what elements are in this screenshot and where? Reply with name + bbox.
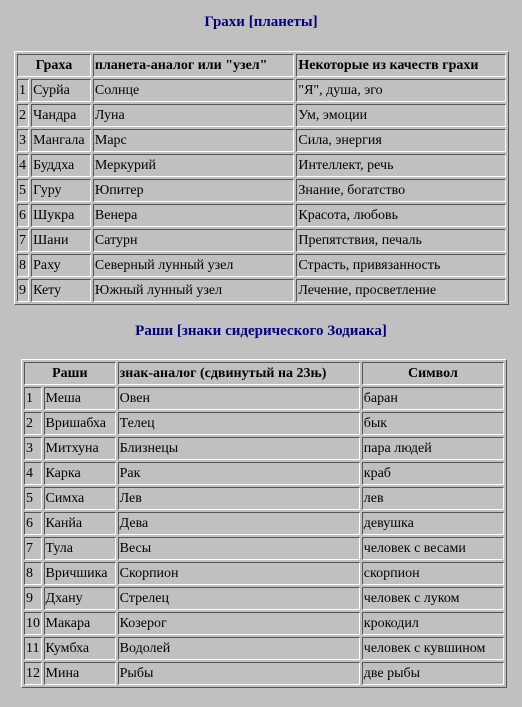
grahi-cell-quality: "Я", душа, эго [296, 79, 506, 102]
rashi-cell-name: Тула [44, 537, 116, 560]
grahi-row [17, 104, 506, 127]
rashi-cell-symbol: человек с кувшином [362, 637, 504, 660]
rashi-cell-analog: Водолей [118, 637, 360, 660]
rashi-cell-num: 1 [24, 387, 42, 410]
rashi-cell-name: Симха [44, 487, 116, 510]
rashi-cell-num: 2 [24, 412, 42, 435]
rashi-cell-name: Дхану [44, 587, 116, 610]
rashi-cell-analog: Козерог [118, 612, 360, 635]
rashi-row [24, 512, 504, 535]
rashi-cell-symbol: бык [362, 412, 504, 435]
rashi-cell-analog: Стрелец [118, 587, 360, 610]
grahi-cell-name: Чандра [31, 104, 91, 127]
grahi-cell-num: 1 [17, 79, 29, 102]
grahi-cell-num: 9 [17, 279, 29, 302]
grahi-cell-quality: Знание, богатство [296, 179, 506, 202]
grahi-cell-analog: Юпитер [93, 179, 294, 202]
rashi-row [24, 412, 504, 435]
rashi-cell-analog: Лев [118, 487, 360, 510]
rashi-row [24, 587, 504, 610]
grahi-row [17, 254, 506, 277]
rashi-cell-name: Вричшика [44, 562, 116, 585]
rashi-cell-symbol: скорпион [362, 562, 504, 585]
rashi-cell-name: Кумбха [44, 637, 116, 660]
rashi-header-analog: знак-аналог (сдвинутый на 23њ) [118, 362, 360, 385]
rashi-cell-name: Карка [44, 462, 116, 485]
grahi-cell-quality: Интеллект, речь [296, 154, 506, 177]
rashi-cell-name: Вришабха [44, 412, 116, 435]
rashi-cell-name: Меша [44, 387, 116, 410]
rashi-cell-symbol: девушка [362, 512, 504, 535]
rashi-row [24, 537, 504, 560]
rashi-cell-analog: Весы [118, 537, 360, 560]
rashi-cell-num: 9 [24, 587, 42, 610]
rashi-cell-symbol: пара людей [362, 437, 504, 460]
grahi-header-row [17, 54, 506, 77]
rashi-cell-symbol: крокодил [362, 612, 504, 635]
rashi-cell-name: Мина [44, 662, 116, 685]
grahi-cell-analog: Меркурий [93, 154, 294, 177]
rashi-cell-analog: Овен [118, 387, 360, 410]
grahi-cell-num: 5 [17, 179, 29, 202]
grahi-table [14, 51, 509, 305]
grahi-row [17, 204, 506, 227]
rashi-table [21, 359, 507, 688]
rashi-cell-num: 4 [24, 462, 42, 485]
grahi-cell-name: Буддха [31, 154, 91, 177]
grahi-cell-quality: Страсть, привязанность [296, 254, 506, 277]
rashi-cell-num: 12 [24, 662, 42, 685]
rashi-cell-symbol: баран [362, 387, 504, 410]
rashi-row [24, 562, 504, 585]
rashi-title: Раши [знаки сидерического Зодиака] [135, 323, 387, 339]
rashi-cell-num: 7 [24, 537, 42, 560]
grahi-header-quality: Некоторые из качеств грахи [296, 54, 506, 77]
grahi-cell-quality: Ум, эмоции [296, 104, 506, 127]
grahi-cell-num: 4 [17, 154, 29, 177]
rashi-cell-symbol: лев [362, 487, 504, 510]
rashi-cell-name: Митхуна [44, 437, 116, 460]
grahi-cell-num: 2 [17, 104, 29, 127]
grahi-cell-quality: Сила, энергия [296, 129, 506, 152]
grahi-cell-name: Шукра [31, 204, 91, 227]
rashi-header-rashi: Раши [24, 362, 116, 385]
grahi-cell-name: Сурйа [31, 79, 91, 102]
rashi-cell-analog: Дева [118, 512, 360, 535]
grahi-cell-num: 8 [17, 254, 29, 277]
grahi-cell-analog: Солнце [93, 79, 294, 102]
grahi-row [17, 179, 506, 202]
rashi-cell-num: 6 [24, 512, 42, 535]
grahi-row [17, 279, 506, 302]
rashi-row [24, 487, 504, 510]
grahi-row [17, 229, 506, 252]
rashi-row [24, 462, 504, 485]
grahi-cell-name: Раху [31, 254, 91, 277]
grahi-row [17, 79, 506, 102]
rashi-cell-analog: Рыбы [118, 662, 360, 685]
rashi-cell-num: 11 [24, 637, 42, 660]
grahi-cell-num: 6 [17, 204, 29, 227]
grahi-cell-name: Шани [31, 229, 91, 252]
rashi-cell-symbol: человек с весами [362, 537, 504, 560]
rashi-cell-analog: Скорпион [118, 562, 360, 585]
grahi-cell-quality: Препятствия, печаль [296, 229, 506, 252]
rashi-cell-analog: Телец [118, 412, 360, 435]
rashi-row [24, 437, 504, 460]
grahi-cell-analog: Марс [93, 129, 294, 152]
grahi-header-analog: планета-аналог или "узел" [93, 54, 294, 77]
grahi-cell-analog: Северный лунный узел [93, 254, 294, 277]
rashi-cell-analog: Рак [118, 462, 360, 485]
rashi-cell-num: 5 [24, 487, 42, 510]
grahi-cell-analog: Южный лунный узел [93, 279, 294, 302]
grahi-header-graha: Граха [17, 54, 91, 77]
grahi-cell-quality: Лечение, просветление [296, 279, 506, 302]
rashi-row [24, 662, 504, 685]
grahi-row [17, 154, 506, 177]
grahi-title: Грахи [планеты] [204, 14, 318, 30]
grahi-cell-num: 7 [17, 229, 29, 252]
rashi-header-symbol: Символ [362, 362, 504, 385]
rashi-row [24, 637, 504, 660]
rashi-cell-name: Макара [44, 612, 116, 635]
grahi-cell-analog: Венера [93, 204, 294, 227]
grahi-cell-name: Кету [31, 279, 91, 302]
grahi-cell-analog: Сатурн [93, 229, 294, 252]
grahi-cell-analog: Луна [93, 104, 294, 127]
rashi-header-row [24, 362, 504, 385]
rashi-cell-num: 10 [24, 612, 42, 635]
rashi-cell-analog: Близнецы [118, 437, 360, 460]
grahi-cell-quality: Красота, любовь [296, 204, 506, 227]
grahi-cell-name: Гуру [31, 179, 91, 202]
rashi-row [24, 612, 504, 635]
grahi-row [17, 129, 506, 152]
rashi-cell-num: 8 [24, 562, 42, 585]
rashi-cell-num: 3 [24, 437, 42, 460]
rashi-cell-symbol: две рыбы [362, 662, 504, 685]
grahi-cell-name: Мангала [31, 129, 91, 152]
grahi-cell-num: 3 [17, 129, 29, 152]
rashi-cell-symbol: краб [362, 462, 504, 485]
rashi-row [24, 387, 504, 410]
rashi-cell-name: Канйа [44, 512, 116, 535]
rashi-cell-symbol: человек с луком [362, 587, 504, 610]
